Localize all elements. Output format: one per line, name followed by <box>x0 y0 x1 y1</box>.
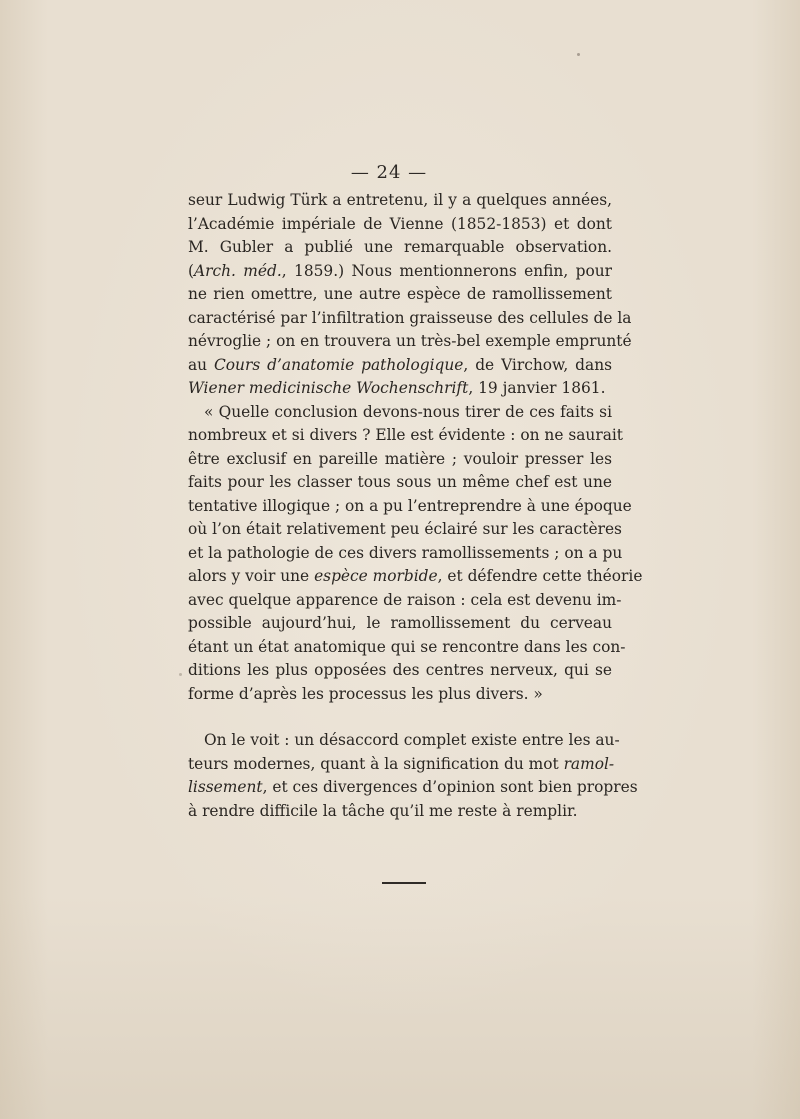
text-line: étant un état anatomique qui se rencontre dans les con- <box>188 637 626 656</box>
book-title: Cours d’anatomie pathologique <box>214 355 464 374</box>
text-line: Wiener medicinische Wochenschrift, 19 janvier 1861. <box>188 379 606 397</box>
text-line: où l’on était relativement peu éclairé sur les caractères <box>188 520 622 538</box>
text-line: On le voit : un désaccord complet existe entre les au- <box>204 731 620 749</box>
text-line: seur Ludwig Türk a entretenu, il y a quelques années, <box>188 191 612 209</box>
emphasis: lissement <box>188 778 263 796</box>
text-line: « Quelle conclusion devons-nous tirer de ces faits si <box>204 402 612 421</box>
text-line: ne rien omettre, une autre espèce de ramollissement <box>188 285 612 303</box>
text-line: faits pour les classer tous sous un même chef est une <box>188 473 612 491</box>
text-line: possible aujourd’hui, le ramollissement du cerveau <box>188 614 612 632</box>
text-line: être exclusif en pareille matière ; vouloir presser les <box>188 449 612 468</box>
text-line: alors y voir une espèce morbide, et défendre cette théorie <box>188 567 643 585</box>
text-line: lissement, et ces divergences d’opinion sont bien propres <box>188 778 638 796</box>
body-text <box>188 189 643 823</box>
text-line: teurs modernes, quant à la signification du mot ramol- <box>188 754 615 773</box>
text-line: névroglie ; on en trouvera un très-bel exemple emprunté <box>188 332 632 350</box>
text-line: au Cours d’anatomie pathologique, de Virchow, dans <box>188 355 613 374</box>
text-line: l’Académie impériale de Vienne (1852-1853) et dont <box>188 214 612 233</box>
text-line: forme d’après les processus les plus divers. » <box>188 684 543 703</box>
paper-speck <box>179 673 182 676</box>
text-line: tentative illogique ; on a pu l’entreprendre à une époque <box>188 496 632 515</box>
text-line: et la pathologie de ces divers ramollissements ; on a pu <box>188 543 623 562</box>
text-line: à rendre difficile la tâche qu’il me reste à remplir. <box>188 801 578 820</box>
text-line: ditions les plus opposées des centres nerveux, qui se <box>188 661 612 679</box>
emphasis: ramol- <box>563 754 615 773</box>
text-line: M. Gubler a publié une remarquable observation. <box>188 238 612 256</box>
paragraph-gap <box>188 706 612 729</box>
paper-speck <box>577 53 580 56</box>
text-line: caractérisé par l’infiltration graisseuse des cellules de la <box>188 308 632 327</box>
text-line: nombreux et si divers ? Elle est évidente : on ne saurait <box>188 426 623 444</box>
text-line: avec quelque apparence de raison : cela est devenu im- <box>188 590 622 609</box>
section-rule <box>382 882 426 884</box>
journal-title: Arch. méd. <box>194 261 282 280</box>
emphasis: espèce morbide <box>314 567 438 585</box>
journal-title: Wiener medicinische Wochenschrift <box>188 379 469 397</box>
page-number: — 24 — <box>350 162 428 183</box>
text-line: (Arch. méd., 1859.) Nous mentionnerons enfin, pour <box>188 261 612 280</box>
